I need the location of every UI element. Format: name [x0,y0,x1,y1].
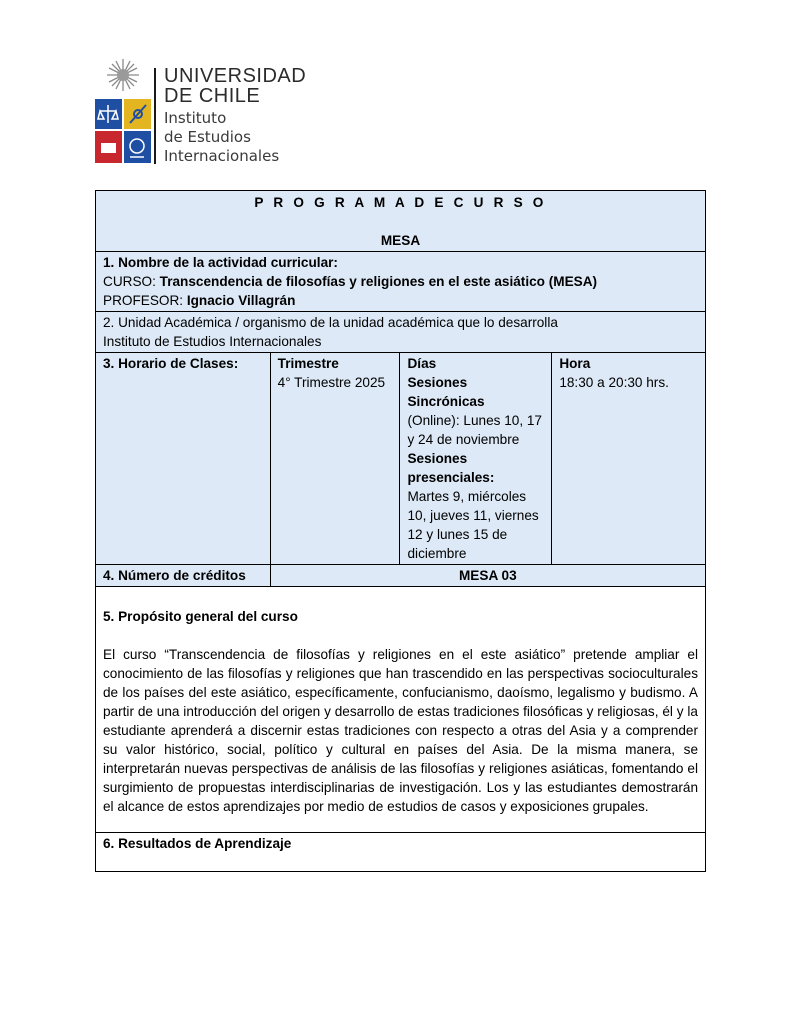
section-2-row [96,312,706,353]
profesor-line [103,291,698,310]
section-3-heading: 3. Horario de Clases: [103,356,239,371]
university-logo [94,57,324,167]
curso-label: CURSO: [103,274,160,289]
profesor-value: Ignacio Villagrán [186,293,296,308]
sync-sessions-label: Sesiones Sincrónicas [407,375,485,409]
section-1-row [96,252,706,312]
presential-sessions-label: Sesiones presenciales: [407,451,495,485]
program-title: P R O G R A M A D E C U R S O [254,195,547,210]
purpose-paragraph: El curso “Transcendencia de filosofías y religiones en el este asiático” pretende ampliar el conocimiento de las filosofías y religiones que han trascendido en las perspectivas socioculturales de los países del este asiático, específicamente, confucianismo, daoísmo, legalismo y budismo. A partir de una introducción del origen y desarrollo de estas tradiciones filosóficas y religiosas, él y la estudiante aprenderá a discernir estas tradiciones con respecto a otras del Asia y a comprender su valor histórico, social, político y cultural en países del Asia. De la misma manera, se interpretarán nuevas perspectivas de análisis de las filosofías y religiones asiáticas, fomentando el surgimiento de propuestas interdisciplinarias de investigación. Los y las estudiantes demostrarán el alcance de estos aprendizajes por medio de estudios de casos y exposiciones grupales. [103,647,698,814]
header-row [96,191,706,252]
section-6-row [96,833,706,872]
curso-line [103,272,698,291]
course-code: MESA [380,233,421,248]
section-2-heading: 2. Unidad Académica / organismo de la unidad académica que lo desarrolla [103,315,558,330]
presential-sessions-value: Martes 9, miércoles 10, jueves 11, viernes 12 y lunes 15 de diciembre [407,489,539,561]
section-4-row [96,565,706,587]
hora-label: Hora [559,356,591,371]
dias-label: Días [407,356,437,371]
course-program-table [95,190,706,872]
section-4-heading: 4. Número de créditos [103,568,246,583]
section-6-heading: 6. Resultados de Aprendizaje [103,836,292,851]
trimestre-label: Trimestre [277,356,339,371]
logo-university-line2: DE CHILE [164,85,261,107]
sync-sessions-value: (Online): Lunes 10, 17 y 24 de noviembre [407,413,542,447]
section-3-row [96,353,706,565]
logo-institute-line1: Instituto [164,109,227,127]
logo-institute-line2: de Estudios [164,128,251,146]
section-5-row [96,587,706,833]
logo-university-line1: UNIVERSIDAD [164,65,307,87]
section-2-value: Instituto de Estudios Internacionales [103,334,322,349]
credits-value: MESA 03 [458,568,517,583]
section-1-heading: 1. Nombre de la actividad curricular: [103,255,338,270]
curso-value: Transcendencia de filosofías y religiones en el este asiático (MESA) [159,274,598,289]
section-5-heading: 5. Propósito general del curso [103,609,298,624]
logo-institute-line3: Internacionales [164,147,280,165]
hora-value: 18:30 a 20:30 hrs. [559,375,669,390]
profesor-label: PROFESOR: [103,293,187,308]
coat-of-arms-icon [94,57,152,167]
trimestre-value: 4° Trimestre 2025 [277,375,386,390]
